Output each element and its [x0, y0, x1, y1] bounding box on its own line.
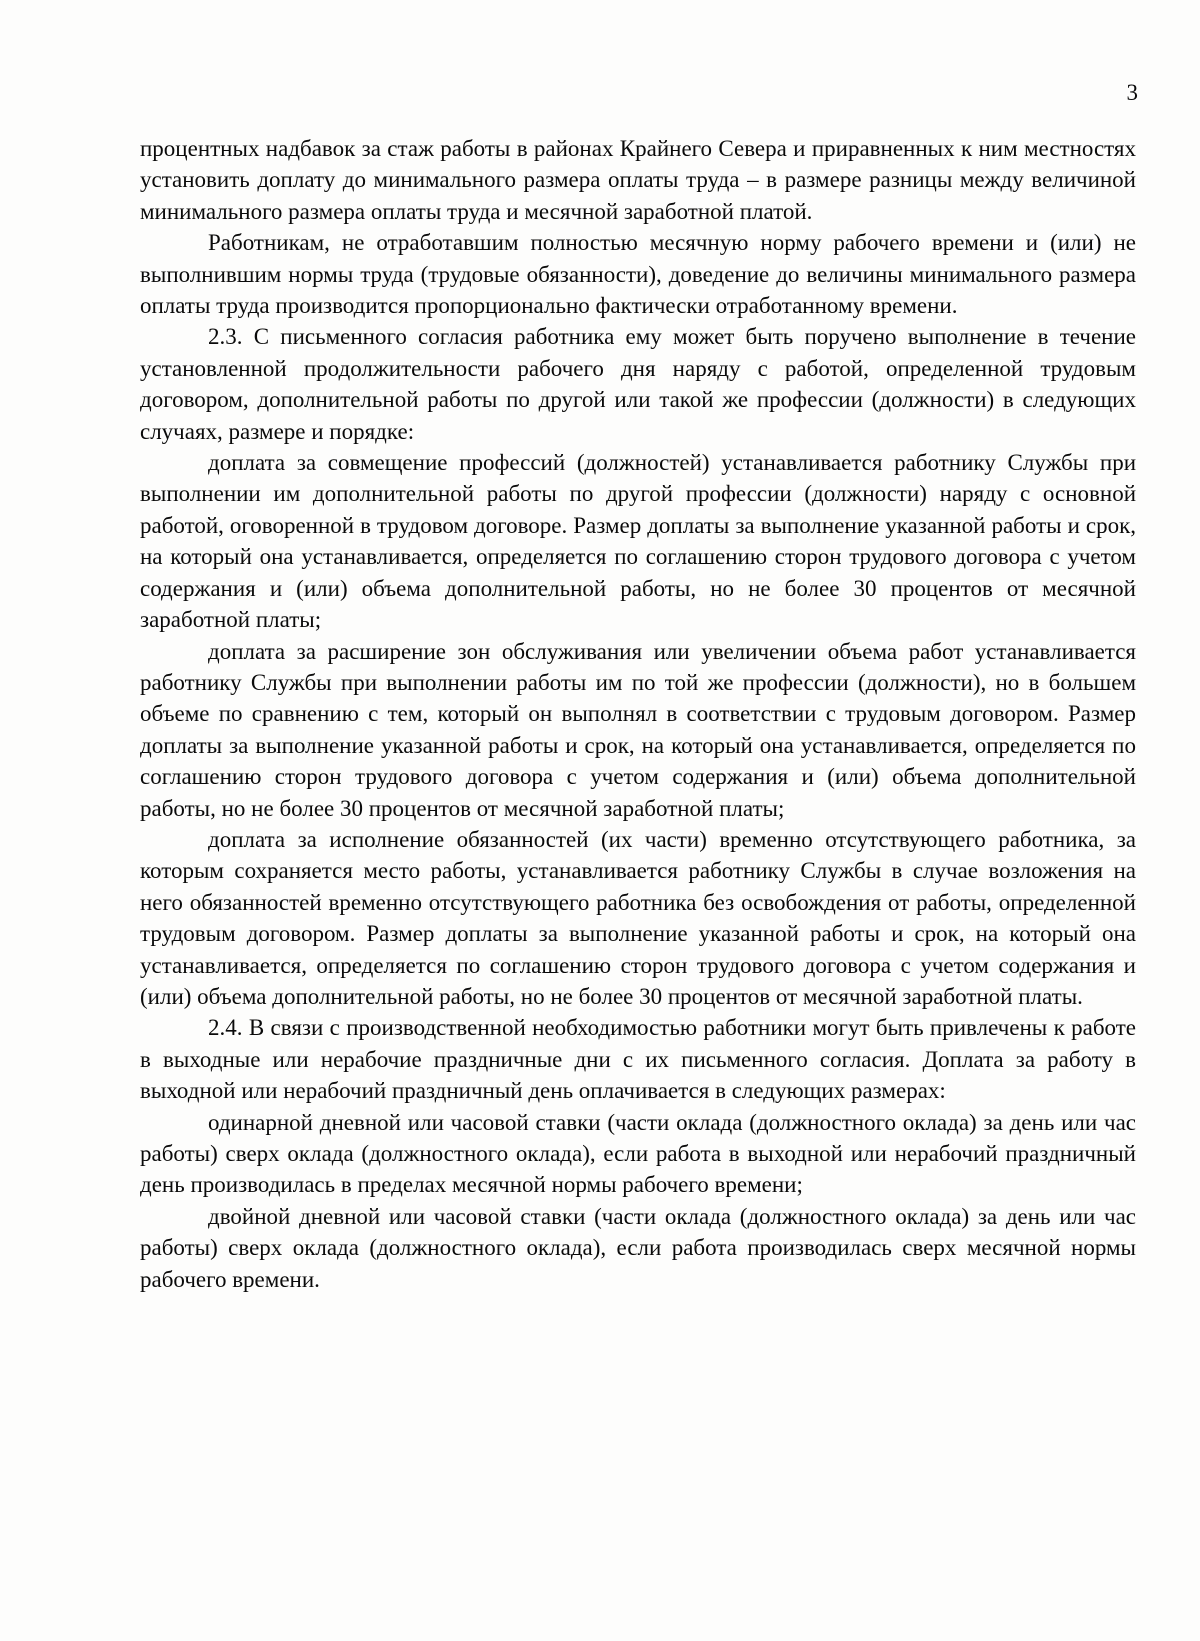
paragraph-partial-time-workers: Работникам, не отработавшим полностью месячную норму рабочего времени и (или) не выполнившим нормы труда (трудовые обязанности), доведение до величины минимального размера оплаты труда производится пропорционально фактически отработанному времени. — [140, 230, 1136, 319]
paragraph-combination-of-professions: доплата за совмещение профессий (должностей) устанавливается работнику Службы при выполнении им дополнительной работы по другой профессии (должности) наряду с основной работой, оговоренной в трудовом договоре. Размер доплаты за выполнение указанной работы и срок, на который она устанавливается, определяется по соглашению сторон трудового договора с учетом содержания и (или) объема дополнительной работы, но не более 30 процентов от месячной заработной платы; — [140, 450, 1136, 633]
paragraph-section-2-4: 2.4. В связи с производственной необходимостью работники могут быть привлечены к работе в выходные или нерабочие праздничные дни с их письменного согласия. Доплата за работу в выходной или нерабочий праздничный день оплачивается в следующих размерах: — [140, 1015, 1136, 1104]
paragraph-absent-employee-duties: доплата за исполнение обязанностей (их части) временно отсутствующего работника, за которым сохраняется место работы, устанавливается работнику Службы в случае возложения на него обязанностей временно отсутствующего работника без освобождения от работы, определенной трудовым договором. Размер доплаты за выполнение указанной работы и срок, на который она устанавливается, определяется по соглашению сторон трудового договора с учетом содержания и (или) объема дополнительной работы, но не более 30 процентов от месячной заработной платы. — [140, 826, 1136, 1009]
document-body — [140, 133, 1136, 1295]
paragraph-minimum-wage-surcharge: процентных надбавок за стаж работы в районах Крайнего Севера и приравненных к ним местностях установить доплату до минимального размера оплаты труда – в размере разницы между величиной минимального размера оплаты труда и месячной заработной платой. — [140, 136, 1136, 224]
paragraph-double-rate: двойной дневной или часовой ставки (части оклада (должностного оклада) за день или час работы) сверх оклада (должностного оклада), если работа производилась сверх месячной нормы рабочего времени. — [140, 1203, 1136, 1292]
paragraph-section-2-3: 2.3. С письменного согласия работника ему может быть поручено выполнение в течение установленной продолжительности рабочего дня наряду с работой, определенной трудовым договором, дополнительной работы по другой или такой же профессии (должности) в следующих случаях, размере и порядке: — [140, 324, 1136, 444]
paragraph-service-area-expansion: доплата за расширение зон обслуживания или увеличении объема работ устанавливается работнику Службы при выполнении работы им по той же профессии (должности), но в большем объеме по сравнению с тем, который он выполнял в соответствии с трудовым договором. Размер доплаты за выполнение указанной работы и срок, на который она устанавливается, определяется по соглашению сторон трудового договора с учетом содержания и (или) объема дополнительной работы, но не более 30 процентов от месячной заработной платы; — [140, 638, 1136, 821]
paragraph-single-rate: одинарной дневной или часовой ставки (части оклада (должностного оклада) за день или час работы) сверх оклада (должностного оклада), если работа в выходной или нерабочий праздничный день производилась в пределах месячной нормы рабочего времени; — [140, 1109, 1136, 1198]
page-number: 3 — [1126, 80, 1138, 105]
